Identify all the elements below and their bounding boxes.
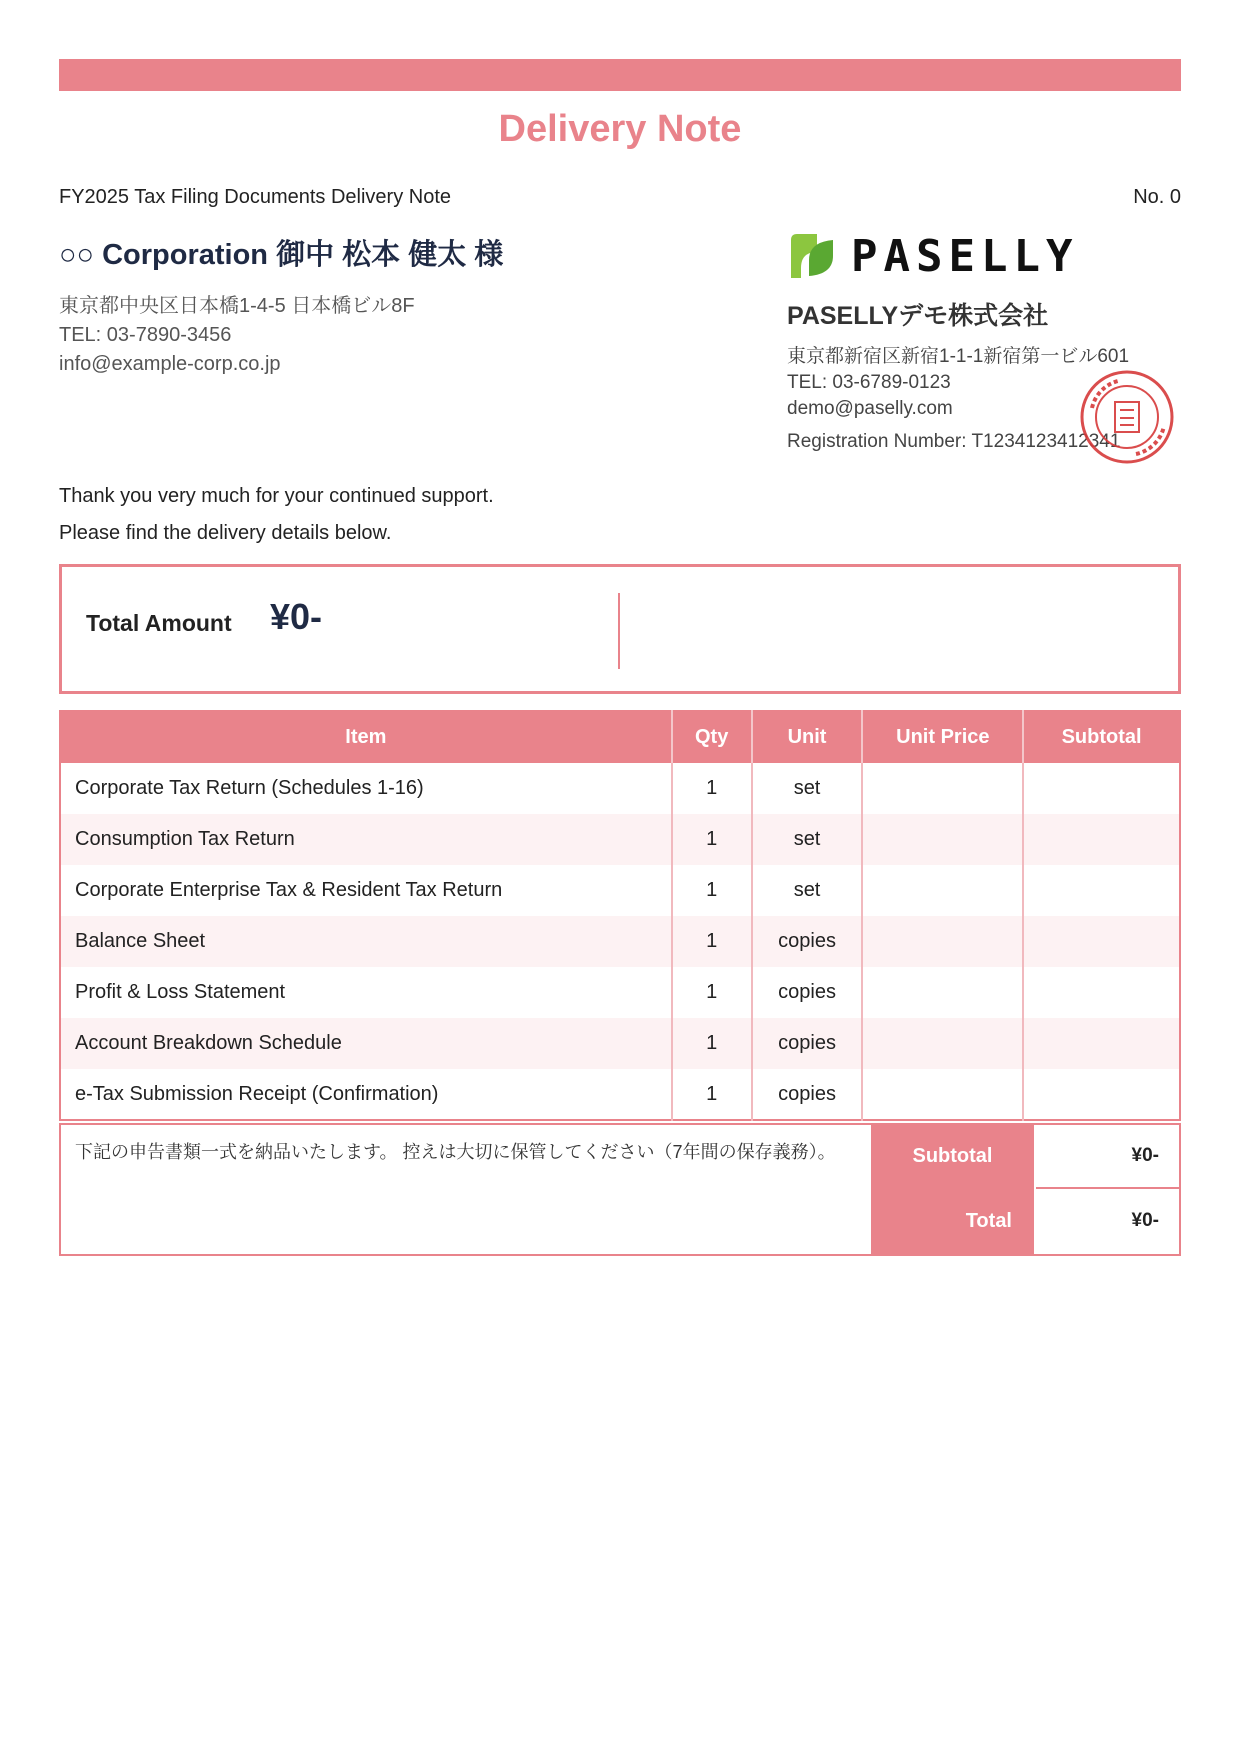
registration-number: Registration Number: T1234123412341	[787, 431, 1121, 452]
grand-total-label: Total	[965, 1210, 1012, 1232]
cell-subtotal	[1023, 916, 1180, 967]
total-box-divider	[618, 593, 620, 669]
table-row	[60, 865, 1180, 916]
cell-subtotal	[1023, 1069, 1180, 1120]
cell-unit-price	[862, 1018, 1023, 1069]
greeting-line-1: Thank you very much for your continued support.	[59, 485, 494, 507]
cell-unit: copies	[752, 916, 863, 967]
cell-qty: 1	[672, 916, 752, 967]
cell-item: Corporate Enterprise Tax & Resident Tax Return	[60, 865, 672, 916]
table-row	[60, 763, 1180, 814]
cell-unit: copies	[752, 1069, 863, 1120]
total-amount-box	[59, 564, 1181, 694]
cell-unit-price	[862, 763, 1023, 814]
table-row	[60, 1069, 1180, 1120]
table-row	[60, 814, 1180, 865]
company-tel: TEL: 03-6789-0123	[787, 372, 951, 393]
logo-wordmark: PASELLY	[851, 230, 1079, 282]
cell-unit-price	[862, 1069, 1023, 1120]
header-unit-price: Unit Price	[862, 711, 1023, 763]
cell-unit-price	[862, 967, 1023, 1018]
total-amount-label: Total Amount	[86, 610, 232, 636]
client-email: info@example-corp.co.jp	[59, 353, 281, 375]
cell-qty: 1	[672, 814, 752, 865]
cell-item: Corporate Tax Return (Schedules 1-16)	[60, 763, 672, 814]
header-item: Item	[60, 711, 672, 763]
cell-unit: set	[752, 865, 863, 916]
cell-unit: set	[752, 814, 863, 865]
cell-qty: 1	[672, 1069, 752, 1120]
cell-subtotal	[1023, 763, 1180, 814]
summary-footer	[59, 1123, 1181, 1256]
company-seal-stamp	[1078, 368, 1176, 466]
client-address: 東京都中央区日本橋1-4-5 日本橋ビル8F	[59, 295, 415, 317]
document-number: No. 0	[1133, 186, 1181, 208]
greeting-line-2: Please find the delivery details below.	[59, 522, 392, 544]
cell-unit-price	[862, 814, 1023, 865]
grand-total-value: ¥0-	[1131, 1210, 1159, 1231]
client-tel: TEL: 03-7890-3456	[59, 324, 232, 346]
cell-subtotal	[1023, 865, 1180, 916]
cell-item: Balance Sheet	[60, 916, 672, 967]
cell-subtotal	[1023, 967, 1180, 1018]
page-title: Delivery Note	[498, 108, 742, 150]
leaf-logo-icon	[787, 230, 837, 282]
cell-item: Profit & Loss Statement	[60, 967, 672, 1018]
company-address: 東京都新宿区新宿1-1-1新宿第一ビル601	[787, 346, 1130, 367]
company-name: PASELLYデモ株式会社	[787, 302, 1049, 330]
header-accent-bar	[59, 59, 1181, 91]
client-name: ○○ Corporation 御中 松本 健太 様	[59, 239, 504, 271]
cell-unit-price	[862, 865, 1023, 916]
subtotal-value: ¥0-	[1036, 1125, 1181, 1189]
cell-unit-price	[862, 916, 1023, 967]
cell-item: e-Tax Submission Receipt (Confirmation)	[60, 1069, 672, 1120]
cell-unit: set	[752, 763, 863, 814]
table-header-row	[60, 711, 1180, 763]
total-amount-value: ¥0-	[270, 596, 323, 637]
delivery-note-text: 下記の申告書類一式を納品いたします。 控えは大切に保管してください（7年間の保存義務）。	[75, 1142, 836, 1162]
table-row	[60, 916, 1180, 967]
items-table	[59, 710, 1181, 1121]
cell-unit: copies	[752, 1018, 863, 1069]
table-row	[60, 1018, 1180, 1069]
subtotal-label: Subtotal	[912, 1145, 993, 1167]
company-email: demo@paselly.com	[787, 398, 953, 419]
header-qty: Qty	[672, 711, 752, 763]
cell-item: Account Breakdown Schedule	[60, 1018, 672, 1069]
document-subject: FY2025 Tax Filing Documents Delivery Note	[59, 186, 452, 208]
cell-qty: 1	[672, 1018, 752, 1069]
header-subtotal: Subtotal	[1023, 711, 1180, 763]
cell-unit: copies	[752, 967, 863, 1018]
cell-subtotal	[1023, 814, 1180, 865]
table-row	[60, 967, 1180, 1018]
cell-qty: 1	[672, 763, 752, 814]
company-logo	[787, 230, 1078, 282]
greeting-message	[59, 478, 494, 552]
summary-label-column	[871, 1125, 1034, 1254]
header-unit: Unit	[752, 711, 863, 763]
cell-item: Consumption Tax Return	[60, 814, 672, 865]
cell-qty: 1	[672, 865, 752, 916]
cell-qty: 1	[672, 967, 752, 1018]
client-info	[59, 292, 415, 379]
cell-subtotal	[1023, 1018, 1180, 1069]
